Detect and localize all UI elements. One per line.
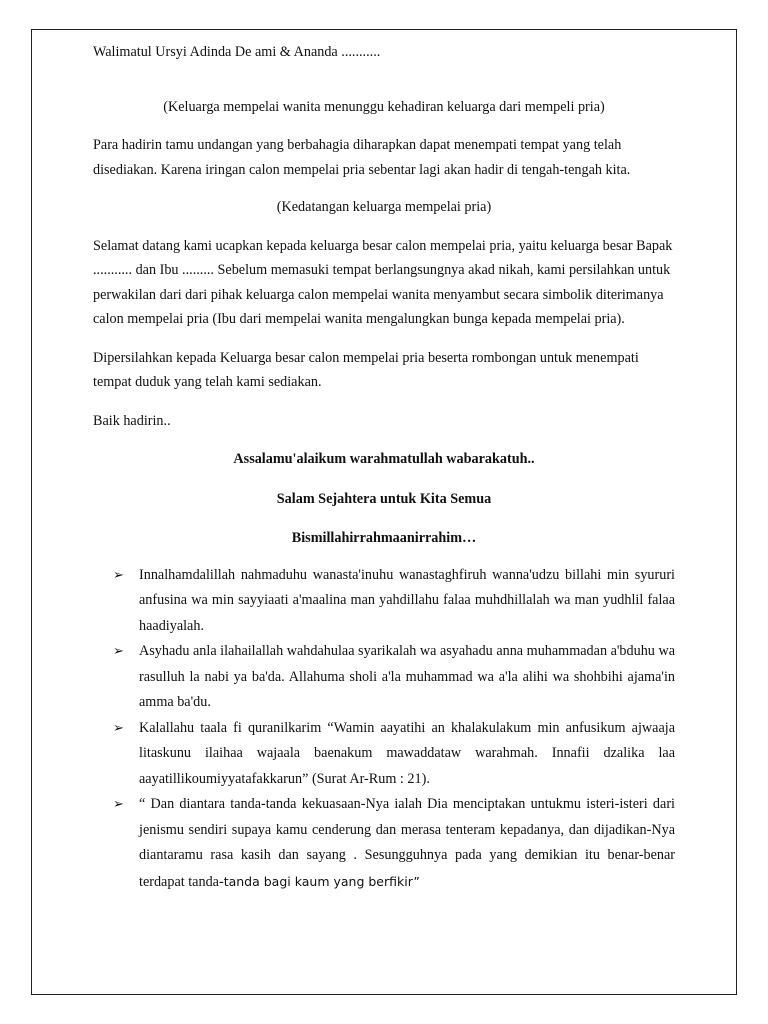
list-item [93, 716, 675, 793]
list-item [93, 639, 675, 716]
list-item-text: Kalallahu taala fi quranilkarim “Wamin aayatihi an khalakulakum min anfusikum ajwaaja litaskunu ilaihaa wajaala baenakum mawaddataw warahmah. Innafii dzalika laa aayatillikoumiyyatafakkarun” (Surat Ar-Rum : 21). [139, 719, 675, 787]
arrow-bullet-icon: ➢ [113, 720, 124, 736]
arrow-bullet-icon: ➢ [113, 567, 124, 583]
list-item-text: “ Dan diantara tanda-tanda kekuasaan-Nya ialah Dia menciptakan untukmu isteri-isteri dari jenismu sendiri supaya kamu cenderung dan merasa tenteram kepadanya, dan dijadikan-Nya diantaramu rasa kasih dan sayang . Sesungguhnya pada yang demikian itu benar-benar terdapat tanda- [139, 796, 675, 890]
greeting-assalamualaikum: Assalamu'alaikum warahmatullah wabarakatuh.. [233, 451, 535, 467]
paragraph-welcome: Selamat datang kami ucapkan kepada keluarga besar calon mempelai pria, yaitu keluarga besar Bapak ........... dan Ibu ......... Sebelum memasuki tempat berlangsungnya akad nikah, kami persilahkan untuk perwakilan dari dari pihak keluarga calon mempelai wanita menyambut secara simbolik diterimanya calon mempelai pria (Ibu dari mempelai wanita mengalungkan bunga kepada mempelai pria). [93, 237, 673, 327]
greeting-salam-sejahtera: Salam Sejahtera untuk Kita Semua [276, 490, 492, 507]
list-item [93, 563, 675, 640]
stage-note-family-waiting: (Keluarga mempelai wanita menunggu kehadiran keluarga dari mempeli pria) [163, 98, 605, 115]
list-item-text-tail: tanda bagi kaum yang berfikir” [223, 873, 420, 889]
paragraph-seating: Dipersilahkan kepada Keluarga besar calon mempelai pria beserta rombongan untuk menempati tempat duduk yang telah kami sediakan. [93, 349, 639, 390]
paragraph-guests-seated: Para hadirin tamu undangan yang berbahagia diharapkan dapat menempati tempat yang telah disediakan. Karena iringan calon mempelai pria sebentar lagi akan hadir di tengah-tengah kita. [93, 137, 631, 178]
list-item [93, 792, 675, 895]
greeting-bismillah: Bismillahirrahmaanirrahim… [291, 530, 477, 546]
paragraph-baik-hadirin: Baik hadirin.. [93, 412, 171, 429]
arrow-bullet-icon: ➢ [113, 797, 124, 812]
list-item-text: Innalhamdalillah nahmaduhu wanasta'inuhu wanastaghfiruh wanna'udzu billahi min syururi anfusina wa min sayyiaati a'maalina man yahdillahu falaa muhdhillalah wa man yudhlil falaa haadiyalah. [139, 566, 675, 634]
list-item-text: Asyhadu anla ilahailallah wahdahulaa syarikalah wa asyahadu anna muhammadan a'bduhu wa rasulluh la nabi ya ba'da. Allahuma sholi a'la muhammad wa a'la alihi wa shohbihi ajama'in amma ba'du. [139, 643, 675, 710]
arrow-bullet-icon: ➢ [113, 644, 124, 659]
opening-bullet-list [93, 563, 675, 896]
document-header: Walimatul Ursyi Adinda De ami & Ananda ........... [93, 44, 381, 60]
document-body [93, 40, 675, 895]
stage-note-groom-arrival: (Kedatangan keluarga mempelai pria) [276, 199, 492, 215]
